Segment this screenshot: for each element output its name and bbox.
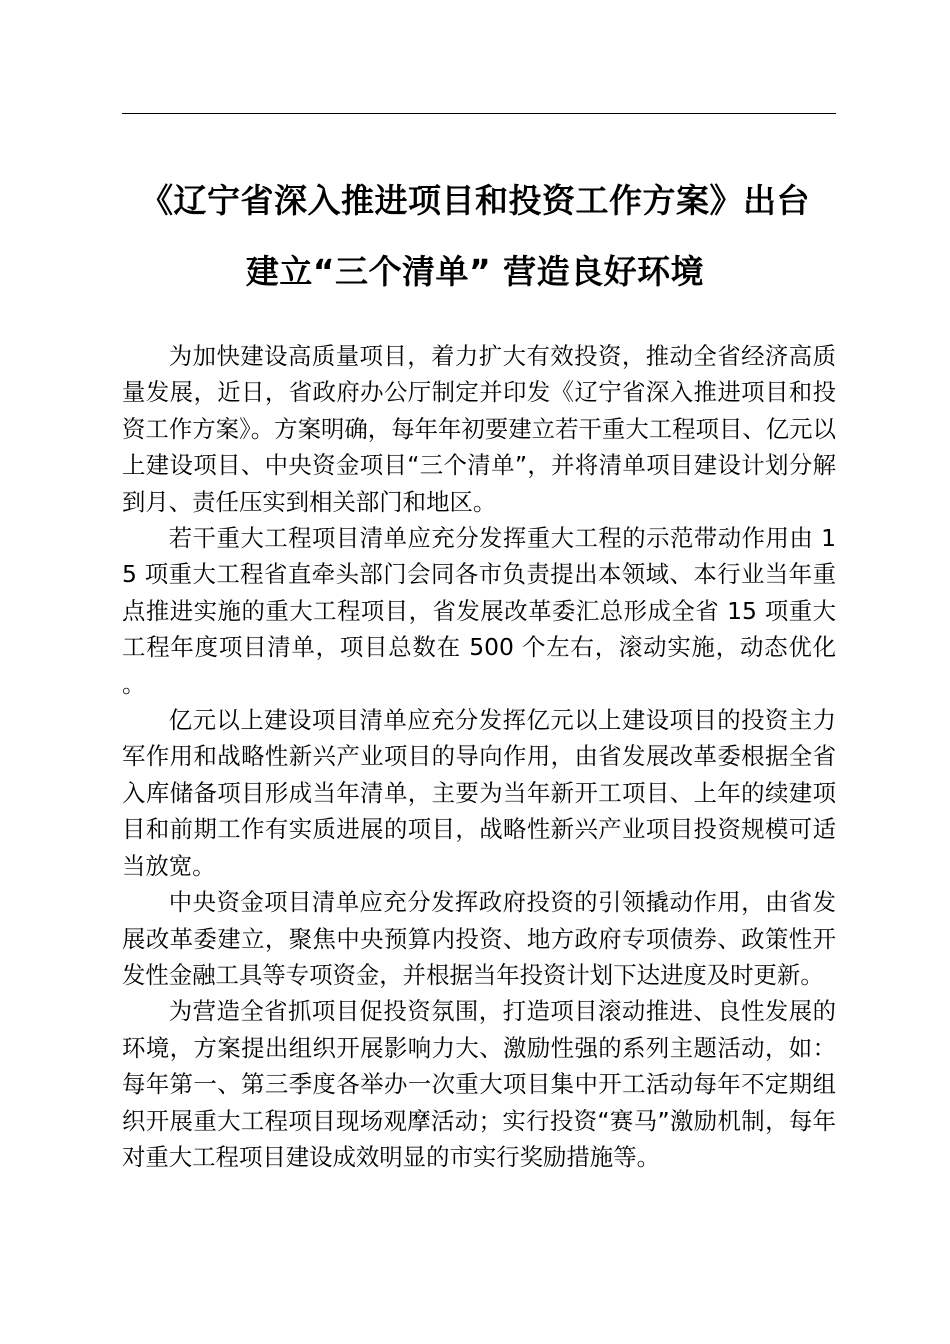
- paragraph: 亿元以上建设项目清单应充分发挥亿元以上建设项目的投资主力军作用和战略性新兴产业项目的导向作用，由省发展改革委根据全省入库储备项目形成当年清单，主要为当年新开工项目、上年的续建项目和前期工作有实质进展的项目，战略性新兴产业项目投资规模可适当放宽。: [122, 706, 836, 880]
- paragraph: 中央资金项目清单应充分发挥政府投资的引领撬动作用，由省发展改革委建立，聚焦中央预算内投资、地方政府专项债券、政策性开发性金融工具等专项资金，并根据当年投资计划下达进度及时更新。: [122, 888, 836, 989]
- document-title-line-1: 《辽宁省深入推进项目和投资工作方案》出台: [140, 181, 810, 220]
- paragraph: 为加快建设高质量项目，着力扩大有效投资，推动全省经济高质量发展，近日，省政府办公厅制定并印发《辽宁省深入推进项目和投资工作方案》。方案明确，每年年初要建立若干重大工程项目、亿元以上建设项目、中央资金项目“三个清单”，并将清单项目建设计划分解到月、责任压实到相关部门和地区。: [122, 342, 836, 516]
- paragraph: 为营造全省抓项目促投资氛围，打造项目滚动推进、良性发展的环境，方案提出组织开展影响力大、激励性强的系列主题活动，如：每年第一、第三季度各举办一次重大项目集中开工活动每年不定期组织开展重大工程项目现场观摩活动；实行投资“赛马”激励机制，每年对重大工程项目建设成效明显的市实行奖励措施等。: [122, 997, 836, 1171]
- document-title-line-2: 建立“三个清单” 营造良好环境: [245, 252, 705, 291]
- header-rule: [122, 113, 836, 114]
- document-body: [122, 338, 836, 1175]
- paragraph: 若干重大工程项目清单应充分发挥重大工程的示范带动作用由 15 项重大工程省直牵头部门会同各市负责提出本领域、本行业当年重点推进实施的重大工程项目，省发展改革委汇总形成全省 15 项重大工程年度项目清单，项目总数在 500 个左右，滚动实施，动态优化。: [122, 524, 836, 698]
